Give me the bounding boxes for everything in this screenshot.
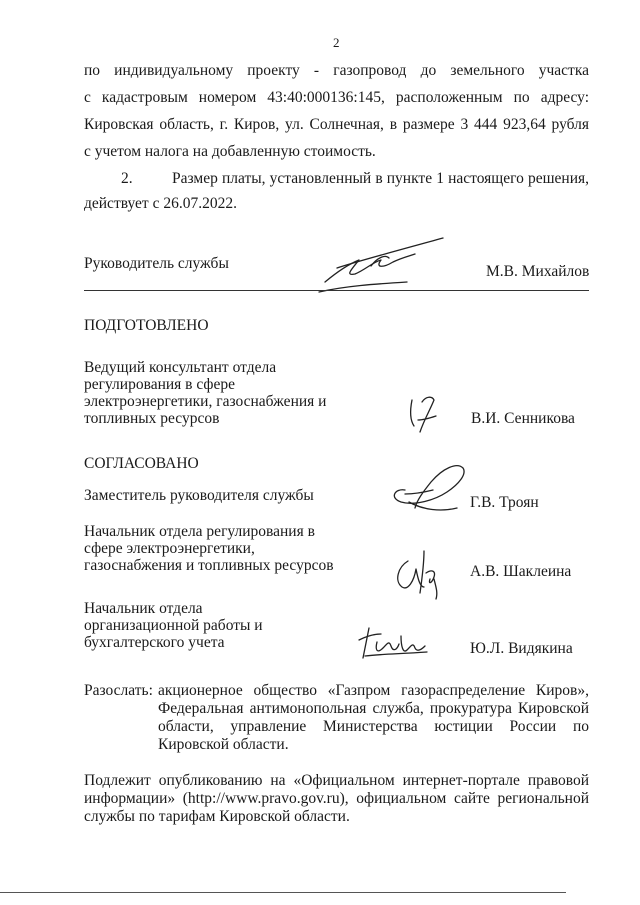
signature-shakleina (390, 543, 450, 601)
position-line: топливных ресурсов (84, 410, 220, 427)
paragraph-line: Кировская область, г. Киров, ул. Солнечная, в размере 3 444 923,64 рубля (84, 116, 589, 133)
signature-prepared (404, 392, 444, 438)
agreed-name: Ю.Л. Видякина (470, 640, 573, 657)
distribution-label: Разослать: (84, 682, 153, 699)
signature-vidyakina (355, 620, 435, 664)
paragraph-line: по индивидуальному проекту - газопровод до земельного участка (84, 62, 589, 79)
publication-line: службы по тарифам Кировской области. (84, 808, 350, 825)
publication-line: информации» (http://www.pravo.gov.ru), официальном сайте региональной (84, 790, 589, 807)
head-title: Руководитель службы (84, 255, 229, 272)
position-line: Ведущий консультант отдела (84, 359, 277, 376)
position-line: организационной работы и (84, 617, 263, 634)
page-number: 2 (333, 35, 340, 50)
position-line: газоснабжения и топливных ресурсов (84, 557, 334, 574)
paragraph-line: с учетом налога на добавленную стоимость. (84, 143, 376, 160)
bottom-line (0, 892, 566, 893)
distribution-line: акционерное общество «Газпром газораспределение Киров», (158, 682, 589, 699)
distribution-line: Федеральная антимонопольная служба, прокуратура Кировской (158, 700, 589, 717)
agreed-label: СОГЛАСОВАНО (84, 455, 199, 472)
position-line: бухгалтерского учета (84, 634, 225, 651)
distribution-line: области, управление Министерства юстиции России по (158, 718, 589, 735)
item-text-line: действует с 26.07.2022. (84, 195, 237, 212)
position-line: Заместитель руководителя службы (84, 487, 314, 504)
position-line: Начальник отдела (84, 600, 203, 617)
prepared-label: ПОДГОТОВЛЕНО (84, 317, 209, 334)
position-line: сфере электроэнергетики, (84, 540, 255, 557)
separator-line (84, 290, 589, 291)
distribution-line: Кировской области. (158, 736, 289, 753)
position-line: регулирования в сфере (84, 376, 235, 393)
signature-head (315, 232, 455, 298)
signature-troyan (385, 458, 475, 518)
head-name: М.В. Михайлов (486, 263, 590, 280)
position-line: электроэнергетики, газоснабжения и (84, 393, 327, 410)
item-number: 2. (121, 170, 133, 187)
publication-line: Подлежит опубликованию на «Официальном интернет-портале правовой (84, 772, 589, 789)
prepared-name: В.И. Сенникова (471, 410, 575, 427)
paragraph-line: с кадастровым номером 43:40:000136:145, расположенным по адресу: (84, 89, 589, 106)
agreed-name: А.В. Шаклеина (470, 563, 572, 580)
item-text-line: Размер платы, установленный в пункте 1 настоящего решения, (172, 170, 589, 187)
agreed-name: Г.В. Троян (470, 494, 539, 511)
position-line: Начальник отдела регулирования в (84, 523, 315, 540)
